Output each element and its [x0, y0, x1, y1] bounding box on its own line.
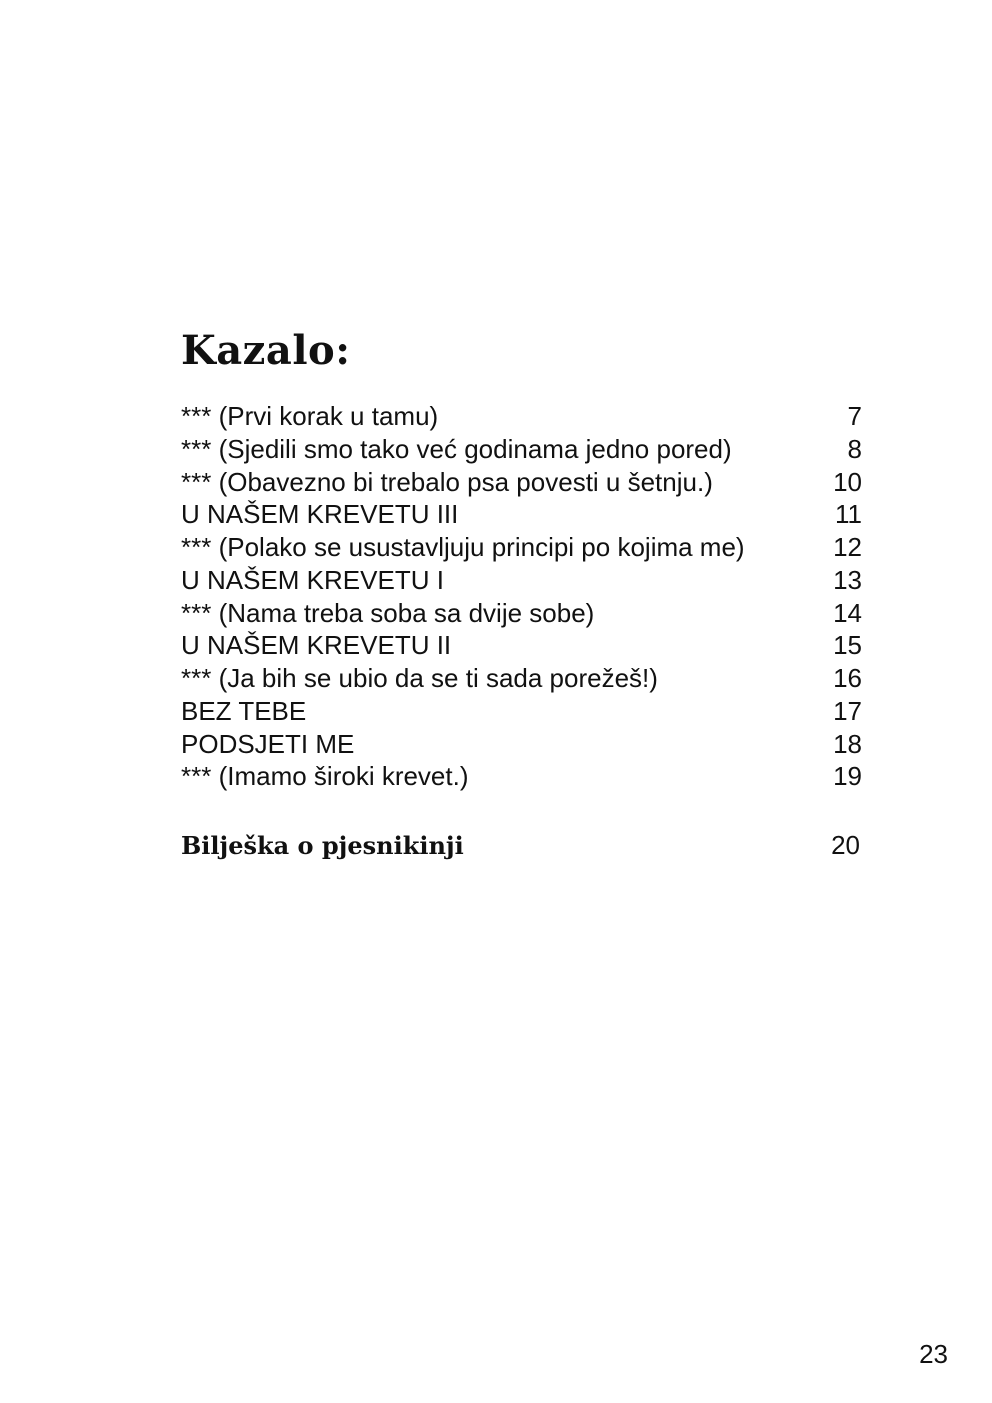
toc-entry-title: *** (Imamo široki krevet.): [181, 761, 469, 792]
toc-entry: [181, 597, 862, 630]
toc-entry: [181, 400, 862, 433]
toc-entry: [181, 531, 862, 564]
toc-entry: [181, 662, 862, 695]
toc-entry: [181, 728, 862, 761]
toc-entry-title: U NAŠEM KREVETU I: [181, 564, 444, 595]
toc-entry-page: 13: [833, 564, 862, 595]
toc-entry: [181, 629, 862, 662]
toc-entry-title: U NAŠEM KREVETU II: [181, 630, 452, 661]
page-title: Kazalo:: [181, 327, 351, 374]
toc-entry-page: 14: [833, 597, 862, 628]
toc-entry-title: PODSJETI ME: [181, 728, 355, 759]
toc-entry-page: 7: [847, 401, 862, 431]
page-number: 23: [919, 1339, 948, 1369]
toc-entry-title: *** (Prvi korak u tamu): [181, 401, 439, 431]
toc-entry-title: *** (Polako se usustavljuju principi po kojima me): [181, 532, 745, 562]
toc-entry-title: U NAŠEM KREVETU III: [181, 499, 459, 530]
toc-entry-page: 18: [833, 728, 862, 759]
toc-entry-title: *** (Nama treba soba sa dvije sobe): [181, 597, 595, 628]
toc-entry: [181, 466, 862, 499]
toc-entry-page: 16: [833, 663, 862, 693]
toc-entry: [181, 498, 862, 531]
toc-entry: [181, 760, 862, 793]
toc-entry: [181, 433, 862, 466]
toc-entry-page: 11: [835, 499, 862, 530]
toc-entry-author-note: [181, 828, 860, 863]
toc-entry-title: Bilješka o pjesnikinji: [181, 831, 464, 860]
toc-entry: [181, 564, 862, 597]
toc-entry-page: 19: [833, 761, 862, 792]
toc-entry: [181, 695, 862, 728]
toc-entry-page: 12: [833, 532, 862, 562]
toc-entry-page: 20: [831, 830, 860, 860]
toc-entry-page: 8: [847, 433, 862, 464]
toc-entry-page: 15: [833, 630, 862, 661]
toc-entry-page: 10: [833, 466, 862, 497]
toc-entry-title: *** (Ja bih se ubio da se ti sada porežeš!): [181, 663, 658, 693]
table-of-contents: [181, 400, 862, 793]
toc-entry-title: *** (Sjedili smo tako već godinama jedno pored): [181, 433, 732, 464]
toc-entry-title: *** (Obavezno bi trebalo psa povesti u šetnju.): [181, 466, 713, 497]
toc-entry-title: BEZ TEBE: [181, 695, 307, 726]
toc-entry-page: 17: [833, 695, 862, 726]
